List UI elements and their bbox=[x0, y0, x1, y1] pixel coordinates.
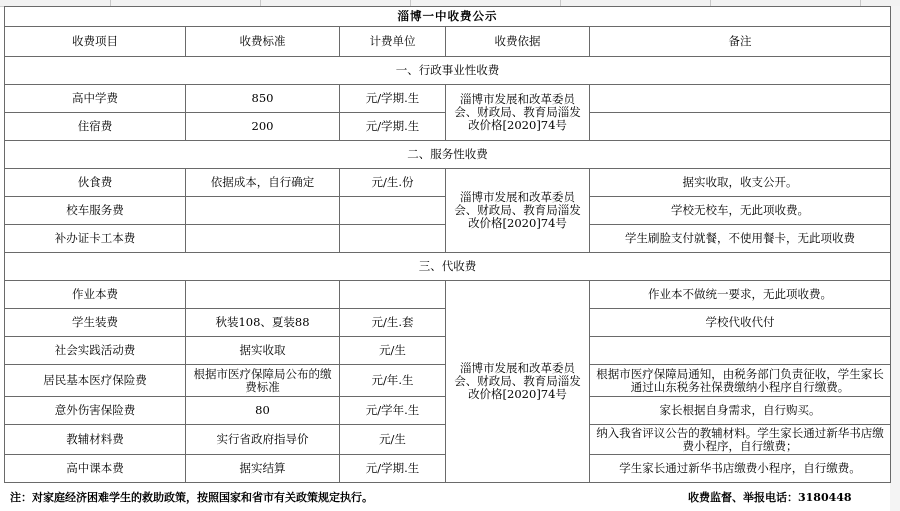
section-header: 一、行政事业性收费 bbox=[5, 57, 891, 85]
note-cell: 据实收取，收支公开。 bbox=[590, 169, 891, 197]
table-row bbox=[5, 169, 891, 197]
item-cell: 高中学费 bbox=[5, 85, 186, 113]
note-cell: 家长根据自身需求，自行购买。 bbox=[590, 397, 891, 425]
standard-cell: 据实收取 bbox=[186, 337, 340, 365]
standard-cell: 据实结算 bbox=[186, 455, 340, 483]
item-cell: 伙食费 bbox=[5, 169, 186, 197]
header-notes: 备注 bbox=[590, 27, 891, 57]
item-cell: 学生装费 bbox=[5, 309, 186, 337]
page-title: 淄博一中收费公示 bbox=[5, 7, 891, 27]
unit-cell: 元/生 bbox=[340, 425, 446, 455]
section-header: 三、代收费 bbox=[5, 253, 891, 281]
header-basis: 收费依据 bbox=[446, 27, 590, 57]
unit-cell: 元/生 bbox=[340, 337, 446, 365]
unit-cell: 元/生.份 bbox=[340, 169, 446, 197]
standard-cell: 秋装108、夏装88 bbox=[186, 309, 340, 337]
note-cell bbox=[590, 337, 891, 365]
unit-cell: 元/学期.生 bbox=[340, 85, 446, 113]
note-cell: 纳入我省评议公告的教辅材料。学生家长通过新华书店缴费小程序，自行缴费； bbox=[590, 425, 891, 455]
note-cell: 学生刷脸支付就餐，不使用餐卡，无此项收费 bbox=[590, 225, 891, 253]
basis-cell: 淄博市发展和改革委员会、财政局、教育局淄发改价格[2020]74号 bbox=[446, 169, 590, 253]
note-cell bbox=[590, 113, 891, 141]
unit-cell: 元/年.生 bbox=[340, 365, 446, 397]
item-cell: 住宿费 bbox=[5, 113, 186, 141]
item-cell: 社会实践活动费 bbox=[5, 337, 186, 365]
fee-table bbox=[4, 6, 891, 483]
header-unit: 计费单位 bbox=[340, 27, 446, 57]
standard-cell bbox=[186, 197, 340, 225]
basis-cell: 淄博市发展和改革委员会、财政局、教育局淄发改价格[2020]74号 bbox=[446, 85, 590, 141]
standard-cell: 200 bbox=[186, 113, 340, 141]
item-cell: 作业本费 bbox=[5, 281, 186, 309]
item-cell: 意外伤害保险费 bbox=[5, 397, 186, 425]
unit-cell bbox=[340, 225, 446, 253]
header-row bbox=[5, 27, 891, 57]
unit-cell bbox=[340, 281, 446, 309]
item-cell: 高中课本费 bbox=[5, 455, 186, 483]
standard-cell: 80 bbox=[186, 397, 340, 425]
unit-cell bbox=[340, 197, 446, 225]
item-cell: 居民基本医疗保险费 bbox=[5, 365, 186, 397]
basis-cell: 淄博市发展和改革委员会、财政局、教育局淄发改价格[2020]74号 bbox=[446, 281, 590, 483]
note-cell bbox=[590, 85, 891, 113]
table-row bbox=[5, 85, 891, 113]
standard-cell bbox=[186, 281, 340, 309]
unit-cell: 元/生.套 bbox=[340, 309, 446, 337]
standard-cell: 依据成本，自行确定 bbox=[186, 169, 340, 197]
standard-cell bbox=[186, 225, 340, 253]
note-cell: 学校代收代付 bbox=[590, 309, 891, 337]
standard-cell: 实行省政府指导价 bbox=[186, 425, 340, 455]
footer-hotline: 收费监督、举报电话：3180448 bbox=[688, 491, 852, 504]
unit-cell: 元/学期.生 bbox=[340, 113, 446, 141]
section-header: 二、服务性收费 bbox=[5, 141, 891, 169]
unit-cell: 元/学年.生 bbox=[340, 397, 446, 425]
footer-note: 注：对家庭经济困难学生的救助政策，按照国家和省市有关政策规定执行。 bbox=[10, 491, 373, 504]
standard-cell: 850 bbox=[186, 85, 340, 113]
header-item: 收费项目 bbox=[5, 27, 186, 57]
spreadsheet-margin bbox=[890, 6, 900, 511]
item-cell: 补办证卡工本费 bbox=[5, 225, 186, 253]
standard-cell: 根据市医疗保障局公布的缴费标准 bbox=[186, 365, 340, 397]
note-cell: 根据市医疗保障局通知，由税务部门负责征收，学生家长通过山东税务社保费缴纳小程序自行缴费。 bbox=[590, 365, 891, 397]
unit-cell: 元/学期.生 bbox=[340, 455, 446, 483]
header-standard: 收费标准 bbox=[186, 27, 340, 57]
item-cell: 校车服务费 bbox=[5, 197, 186, 225]
note-cell: 学校无校车，无此项收费。 bbox=[590, 197, 891, 225]
table-row bbox=[5, 281, 891, 309]
item-cell: 教辅材料费 bbox=[5, 425, 186, 455]
note-cell: 作业本不做统一要求，无此项收费。 bbox=[590, 281, 891, 309]
note-cell: 学生家长通过新华书店缴费小程序，自行缴费。 bbox=[590, 455, 891, 483]
